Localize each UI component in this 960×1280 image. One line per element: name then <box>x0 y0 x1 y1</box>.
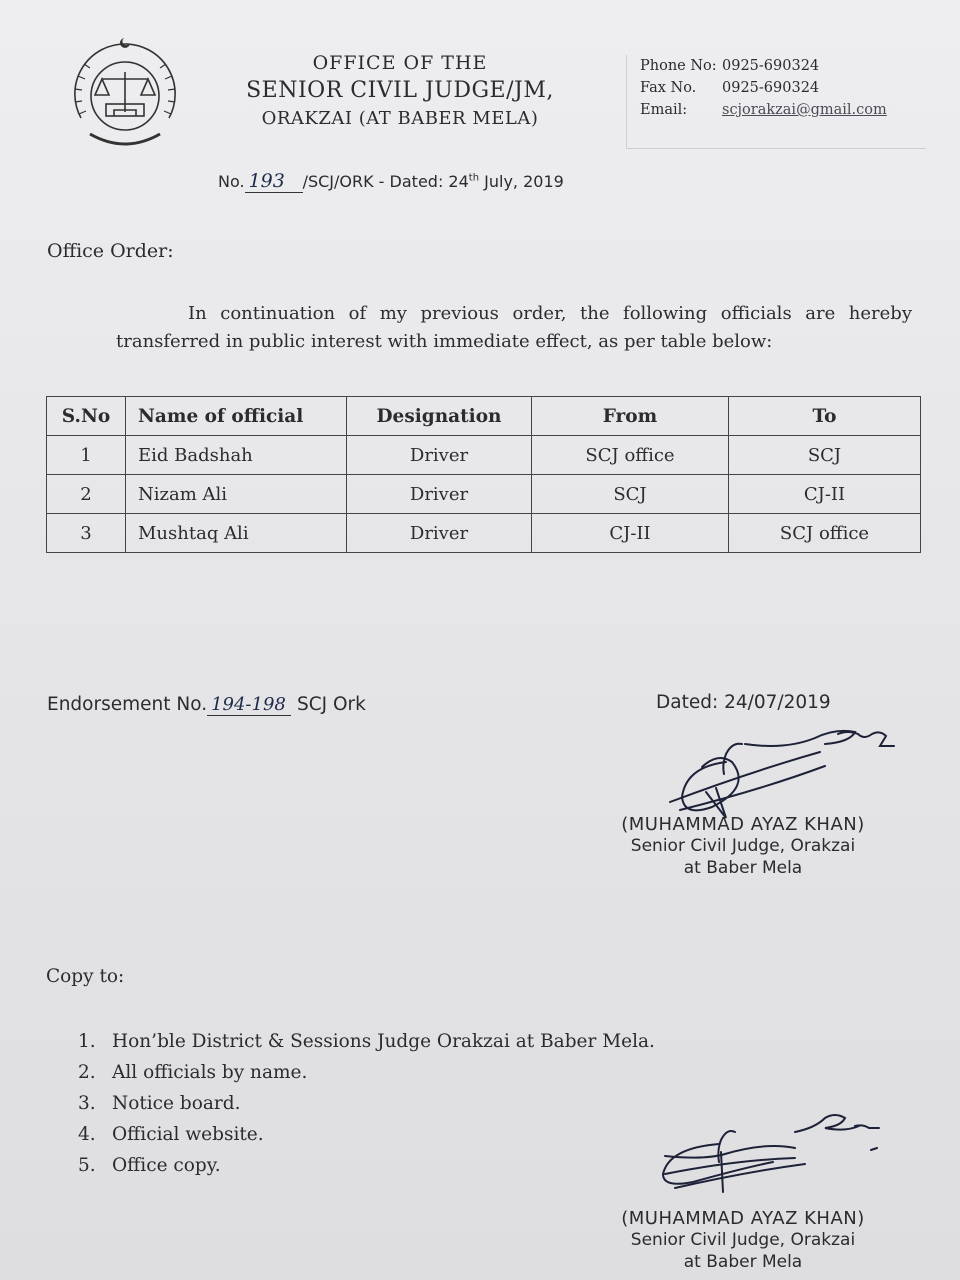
cell-to: SCJ office <box>729 514 921 553</box>
header-line-2: SENIOR CIVIL JUDGE/JM, <box>246 78 554 103</box>
signature-image <box>650 722 910 822</box>
phone-value: 0925-690324 <box>722 58 820 74</box>
header-sno: S.No <box>47 397 126 436</box>
table-row <box>47 436 921 475</box>
body-text: In continuation of my previous order, the following officials are hereby transferred in public interest with immediate effect, as per table below: <box>116 303 912 352</box>
signatory-block <box>593 1208 893 1273</box>
header-to: To <box>729 397 921 436</box>
item-text: Official website. <box>112 1124 264 1145</box>
item-text: Office copy. <box>112 1155 221 1176</box>
cell-sno: 1 <box>47 436 126 475</box>
signatory-title-1: Senior Civil Judge, Orakzai <box>630 1230 856 1250</box>
item-number: 1. <box>78 1031 96 1052</box>
reference-prefix: No. <box>218 172 245 191</box>
item-number: 4. <box>78 1124 96 1145</box>
item-text: Notice board. <box>112 1093 241 1114</box>
reference-date-rest: July, 2019 <box>479 172 564 191</box>
reference-number: 193 <box>245 170 303 193</box>
header-line-3: ORAKZAI (AT BABER MELA) <box>261 108 539 129</box>
copy-to-title: Copy to: <box>46 966 125 987</box>
cell-to: SCJ <box>729 436 921 475</box>
table-header-row <box>47 397 921 436</box>
cell-name: Nizam Ali <box>126 475 347 514</box>
cell-from: CJ-II <box>532 514 729 553</box>
cell-designation: Driver <box>347 514 532 553</box>
cell-from: SCJ <box>532 475 729 514</box>
header-from: From <box>532 397 729 436</box>
item-number: 2. <box>78 1062 96 1083</box>
court-emblem-logo <box>62 34 188 160</box>
fax-value: 0925-690324 <box>722 80 820 96</box>
cell-name: Mushtaq Ali <box>126 514 347 553</box>
signatory-block <box>593 814 893 879</box>
email-label: Email: <box>640 102 688 118</box>
reference-suffix: /SCJ/ORK - Dated: 24 <box>302 172 469 191</box>
cell-designation: Driver <box>347 475 532 514</box>
signature-image <box>645 1108 905 1213</box>
list-item <box>78 1150 655 1181</box>
list-item <box>78 1088 655 1119</box>
cell-from: SCJ office <box>532 436 729 475</box>
header-line-1: OFFICE OF THE <box>312 52 488 74</box>
list-item <box>78 1119 655 1150</box>
cell-to: CJ-II <box>729 475 921 514</box>
endorsement-prefix: Endorsement No. <box>47 694 208 715</box>
fax-row <box>640 77 926 99</box>
signatory-title-2: at Baber Mela <box>683 1252 803 1272</box>
item-number: 3. <box>78 1093 96 1114</box>
endorsement-number: 194-198 <box>207 694 291 716</box>
item-text: All officials by name. <box>112 1062 308 1083</box>
endorsement-line <box>47 694 366 716</box>
signatory-name: (MUHAMMAD AYAZ KHAN) <box>621 814 865 835</box>
reference-date-sup: th <box>468 172 480 184</box>
endorsement-date: Dated: 24/07/2019 <box>656 692 831 713</box>
cell-sno: 3 <box>47 514 126 553</box>
copy-to-list <box>78 1026 655 1181</box>
fax-label: Fax No. <box>640 80 697 96</box>
signatory-title-1: Senior Civil Judge, Orakzai <box>630 836 856 856</box>
cell-sno: 2 <box>47 475 126 514</box>
signatory-title-2: at Baber Mela <box>683 858 803 878</box>
table-row <box>47 514 921 553</box>
cell-name: Eid Badshah <box>126 436 347 475</box>
table-row <box>47 475 921 514</box>
header-designation: Designation <box>347 397 532 436</box>
item-number: 5. <box>78 1155 96 1176</box>
reference-line <box>218 170 564 193</box>
phone-row <box>640 55 926 77</box>
body-paragraph <box>116 300 912 356</box>
contact-block <box>626 55 926 149</box>
office-header <box>230 52 570 129</box>
endorsement-suffix: SCJ Ork <box>291 694 366 715</box>
cell-designation: Driver <box>347 436 532 475</box>
email-link[interactable]: scjorakzai@gmail.com <box>722 102 887 118</box>
signatory-name: (MUHAMMAD AYAZ KHAN) <box>621 1208 865 1229</box>
phone-label: Phone No: <box>640 58 717 74</box>
item-text: Hon’ble District & Sessions Judge Orakzai at Baber Mela. <box>112 1031 655 1052</box>
email-row <box>640 99 926 121</box>
office-order-title: Office Order: <box>47 240 174 262</box>
list-item <box>78 1057 655 1088</box>
transfer-table <box>46 396 921 553</box>
header-name: Name of official <box>126 397 347 436</box>
list-item <box>78 1026 655 1057</box>
